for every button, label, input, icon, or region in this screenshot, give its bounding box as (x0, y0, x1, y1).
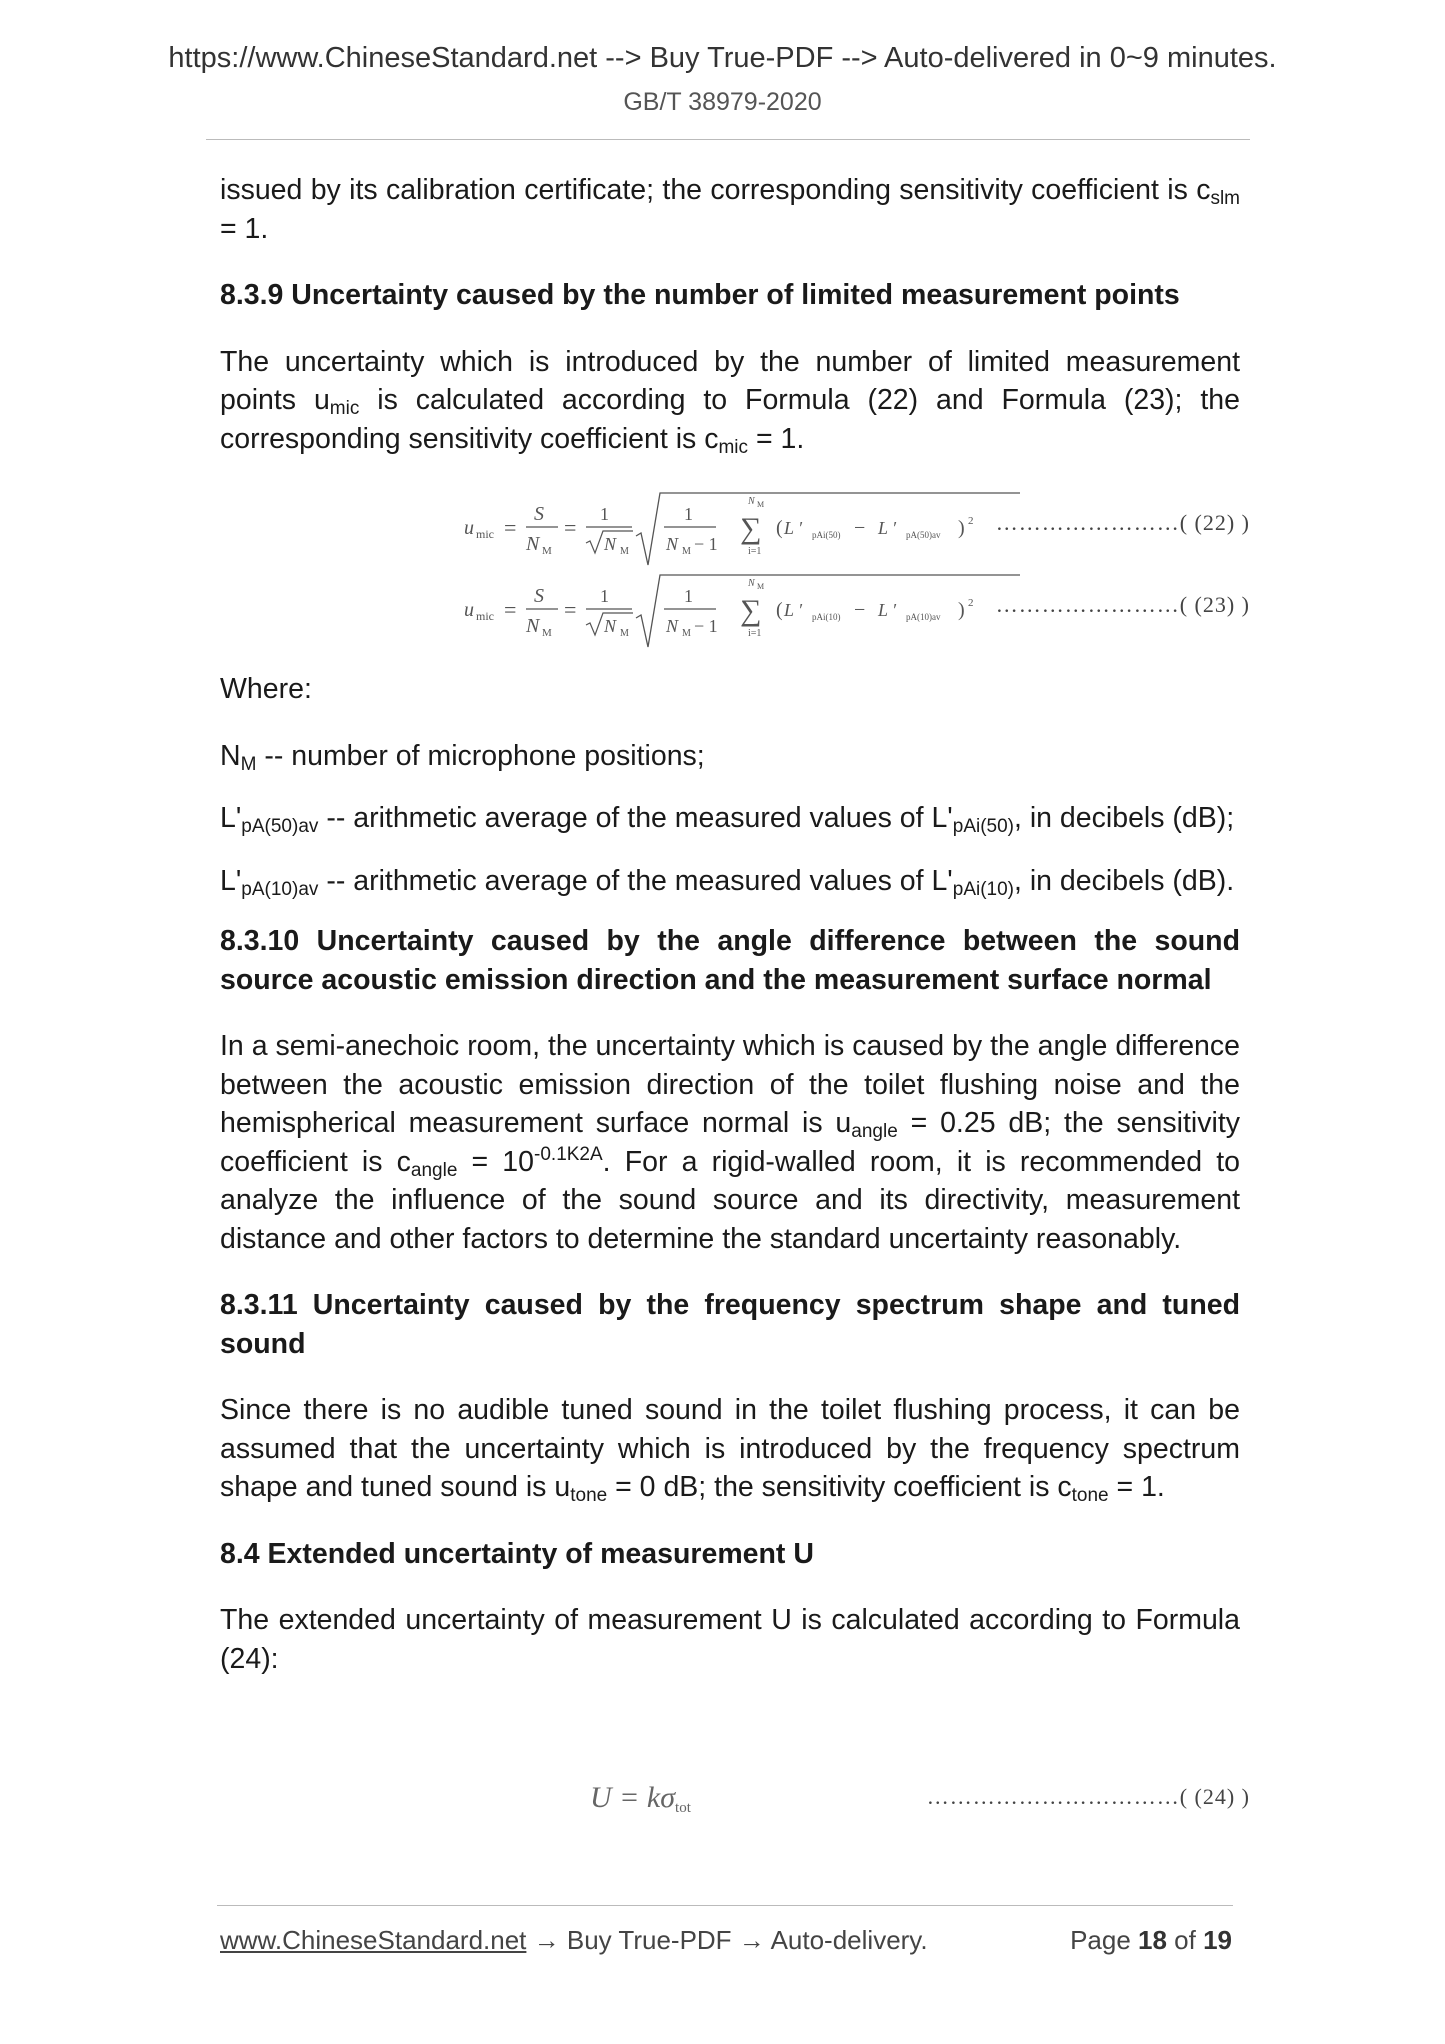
document-code: GB/T 38979-2020 (623, 88, 822, 116)
svg-text:M: M (757, 582, 765, 591)
svg-text:N: N (526, 533, 540, 555)
formula-22-image (440, 488, 1020, 570)
svg-text:): ) (958, 599, 965, 621)
svg-text:1: 1 (600, 504, 609, 524)
header-url-line: https://www.ChineseStandard.net --> Buy True-PDF --> Auto-delivered in 0~9 minutes. (168, 42, 1277, 74)
svg-text:L ′: L ′ (784, 518, 803, 538)
svg-text:N: N (666, 616, 679, 636)
heading-8-4: 8.4 Extended uncertainty of measurement U (220, 1537, 814, 1570)
svg-text:i=1: i=1 (748, 628, 762, 639)
svg-text:(: ( (776, 599, 783, 621)
svg-text:=: = (504, 597, 517, 622)
svg-text:2: 2 (968, 515, 974, 527)
svg-text:=: = (564, 515, 577, 540)
svg-text:N: N (526, 615, 540, 637)
svg-text:M: M (542, 545, 552, 557)
definition-nm: $N_M$ -- number of microphone positions; (220, 739, 705, 775)
formula-23 (440, 570, 1250, 652)
formula-22-number: ……………………( (22) ) (995, 510, 1250, 535)
svg-text:=: = (504, 515, 517, 540)
footer-site-link[interactable]: www.ChineseStandard.net (220, 1925, 527, 1955)
svg-text:−: − (854, 599, 866, 621)
definition-l10: $L'_{pA(10)av}$ -- arithmetic average of the measured values of $L'_{pAi(10)}$, in decibels (dB). (220, 864, 1235, 900)
svg-text:M: M (620, 628, 629, 639)
paragraph-8-3-11: Since there is no audible tuned sound in the toilet flushing process, it can be assumed that the uncertainty which is introduced by the frequency spectrum shape and tuned sound is $u_{tone} = 0$ dB; the sensitivity coefficient is $c_{tone} = 1$. (220, 1394, 1240, 1506)
content-main (220, 670, 1240, 1706)
svg-text:pAi(50): pAi(50) (812, 530, 841, 540)
formula-22 (440, 488, 1250, 570)
formula-block-22-23 (440, 488, 1250, 652)
heading-8-3-11: 8.3.11 Uncertainty caused by the frequency spectrum shape and tuned sound (220, 1289, 1240, 1360)
svg-text:pA(10)av: pA(10)av (906, 612, 941, 622)
svg-text:∑: ∑ (740, 594, 762, 627)
svg-text:pAi(10): pAi(10) (812, 612, 841, 622)
formula-24: $U = k\sigma_{tot}$ (590, 1781, 691, 1816)
formula-23-image (440, 570, 1020, 652)
paragraph-8-3-10: In a semi-anechoic room, the uncertainty which is caused by the angle difference between the acoustic emission direction of the toilet flushing noise and the hemispherical measurement surface normal is $u_{angle} = 0.25$ dB; the sensitivity coefficient is $c_{angle} = 10^{-0.1K2A}$. For a rigid-walled room, it is recommended to analyze the influence of the sound source and its directivity, measurement distance and other factors to determine the standard uncertainty reasonably. (220, 1030, 1240, 1255)
svg-text:mic: mic (476, 609, 494, 623)
svg-text:−: − (854, 517, 866, 539)
svg-text:i=1: i=1 (748, 546, 762, 557)
svg-text:N: N (604, 534, 617, 554)
svg-text:N: N (666, 534, 679, 554)
paragraph-8-4: The extended uncertainty of measurement U is calculated according to Formula (24): (220, 1604, 1240, 1675)
svg-text:S: S (534, 503, 544, 525)
footer (220, 1925, 1232, 1956)
formula-23-number: ……………………( (23) ) (995, 592, 1250, 617)
page-number: 18 (1138, 1925, 1167, 1955)
continuation-paragraph: issued by its calibration certificate; the corresponding sensitivity coefficient is $c_{slm} = 1$. (220, 174, 1240, 245)
svg-text:2: 2 (968, 597, 974, 609)
svg-text:L ′: L ′ (784, 600, 803, 620)
footer-divider (217, 1905, 1233, 1906)
svg-text:pA(50)av: pA(50)av (906, 530, 941, 540)
heading-8-3-10: 8.3.10 Uncertainty caused by the angle difference between the sound source acoustic emission direction and the measurement surface normal (220, 925, 1240, 996)
svg-text:N: N (604, 616, 617, 636)
content-top (220, 171, 1240, 486)
svg-text:u: u (464, 599, 474, 621)
svg-text:(: ( (776, 517, 783, 539)
page-total: 19 (1203, 1925, 1232, 1955)
definition-l50: $L'_{pA(50)av}$ -- arithmetic average of the measured values of $L'_{pAi(50)}$, in decibels (dB); (220, 802, 1235, 837)
page-indicator: Page 18 of 19 (1070, 1925, 1232, 1955)
svg-text:N: N (748, 578, 755, 589)
svg-text:1: 1 (684, 504, 693, 524)
svg-text:u: u (464, 517, 474, 539)
svg-text:∑: ∑ (740, 512, 762, 545)
svg-text:L ′: L ′ (878, 600, 897, 620)
svg-text:): ) (958, 517, 965, 539)
svg-text:M: M (757, 500, 765, 509)
svg-text:mic: mic (476, 527, 494, 541)
svg-text:1: 1 (684, 586, 693, 606)
svg-text:S: S (534, 585, 544, 607)
header-divider (206, 139, 1250, 140)
svg-text:=: = (564, 597, 577, 622)
svg-text:− 1: − 1 (694, 534, 718, 554)
formula-24-number: ……………………………( (24) ) (926, 1784, 1250, 1809)
where-label: Where: (220, 673, 312, 705)
svg-text:1: 1 (600, 586, 609, 606)
svg-text:M: M (542, 627, 552, 639)
svg-text:N: N (748, 496, 755, 507)
heading-8-3-9: 8.3.9 Uncertainty caused by the number of limited measurement points (220, 279, 1180, 311)
paragraph-8-3-9: The uncertainty which is introduced by the number of limited measurement points $u_{mic}$ is calculated according to Formula (22) and Formula (23); the corresponding sensitivity coefficient is $c_{mic} = 1$. (220, 345, 1240, 458)
svg-text:M: M (682, 628, 691, 639)
svg-text:L ′: L ′ (878, 518, 897, 538)
svg-text:M: M (682, 546, 691, 557)
svg-text:M: M (620, 546, 629, 557)
svg-text:− 1: − 1 (694, 616, 718, 636)
footer-tagline: → Buy True-PDF → Auto-delivery. (526, 1925, 928, 1955)
